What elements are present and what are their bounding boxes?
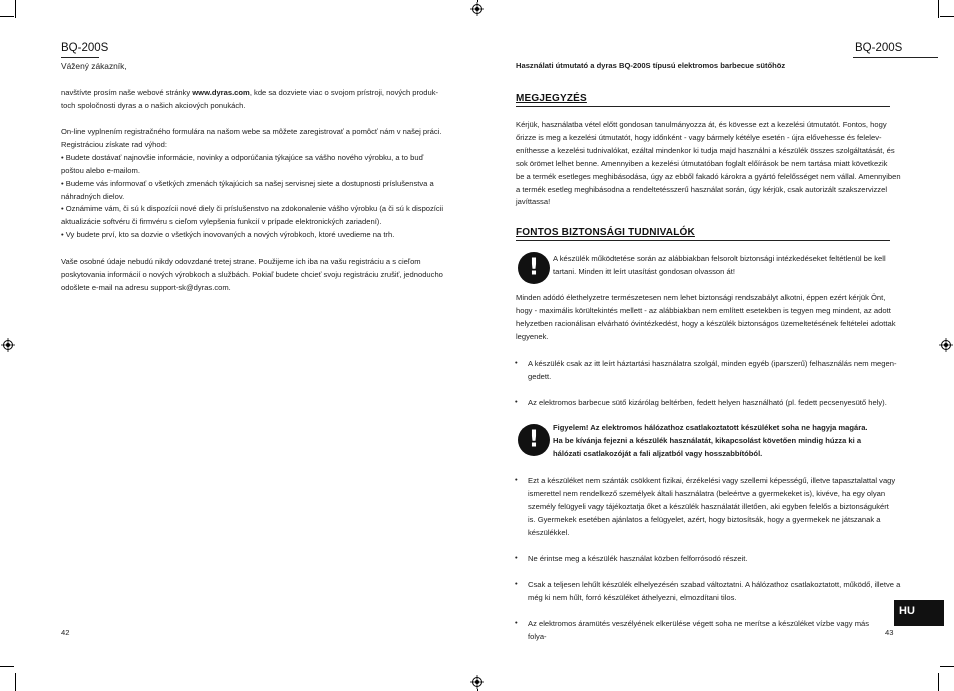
text-line: őrizze is meg a kezelési útmutatót, hogy időnként - vagy bármely kétélye esetén - újra elővehesse és felelev- — [516, 132, 882, 142]
text-line: odošlete e-mail na adresu support-sk@dyras.com. — [61, 282, 231, 292]
manual-title: Használati útmutató a dyras BQ-200S típusú elektromos barbecue sütőhöz — [516, 61, 786, 70]
intro-text: navštívte prosím naše webové stránky — [61, 88, 193, 97]
text-line: Vaše osobné údaje nebudú nikdy odovzdané tretej strane. Použijeme ich iba na vašu registráciu a s cieľom — [61, 257, 421, 266]
bullet-icon: • — [515, 358, 518, 367]
text-line: aktualizácie softvéru či firmvéru s cieľom vylepšenia funkcií v prípade elektronických zariadení). — [61, 217, 382, 227]
text-line: helyzetben racionálisan elvárható óvintézkedést, hogy a készülék biztonságos üzemeltetésének feltételei adottak — [516, 318, 896, 328]
section-rule — [516, 106, 890, 107]
text-line: Az elektromos barbecue sütő kizárólag beltérben, fedett helyen használható (pl. fedett pecsenyesütő hely). — [528, 398, 887, 407]
text-line: tartani. Minden itt leírt utasítást gondosan olvasson át! — [553, 266, 735, 276]
text-line: Ezt a készüléket nem szánták csökkent fizikai, érzékelési vagy szellemi képességű, illetve tapasztalattal vagy — [528, 476, 896, 485]
intro-text-line2: toch spoločnosti dyras a o našich akciových ponukách. — [61, 100, 246, 110]
language-code: HU — [899, 605, 915, 617]
text-line: is. Gyermekek esetében ajánlatos a felügyelet, azért, hogy biztosítsák, hogy a gyermekek ne játszanak a — [528, 514, 881, 524]
privacy-paragraph — [61, 256, 471, 295]
bullet-item — [528, 397, 938, 410]
section-rule — [516, 240, 890, 241]
model-label: BQ-200S — [855, 42, 903, 54]
right-page — [477, 0, 954, 691]
model-label: BQ-200S — [61, 42, 109, 54]
bullet-item — [528, 358, 938, 384]
text-line: személy felügyeli vagy tájékoztatja őket a készülék használatát illetően, aki egyben felelős a biztonságukért — [528, 501, 889, 511]
text-line: ismerettel nem rendelkező személyek általi használatra (beleértve a gyermekeket is), kivéve, ha egy olyan — [528, 488, 886, 498]
text-line: legyenek. — [516, 331, 549, 341]
header-rule — [853, 57, 938, 58]
text-line: hogy - maximális körültekintés mellett - az alábbiakban nem említett esetekben is tegyen meg mindent, az adott — [516, 305, 891, 315]
text-line: hálózati csatlakozóját a fali aljzatból vagy hosszabbítóból. — [553, 448, 763, 458]
text-line: On-line vyplnením registračného formulára na našom webe sa môžete zaregistrovať a pomôcť nám v našej práci. — [61, 127, 442, 136]
text-line: gedett. — [528, 371, 552, 381]
bullet-icon: • — [515, 618, 518, 627]
text-line: javíttassa! — [516, 197, 551, 207]
text-line: náhradných dielov. — [61, 191, 125, 201]
intro-paragraph — [61, 87, 461, 113]
text-line: • Budete dostávať najnovšie informácie, novinky a odporúčania týkajúce sa vášho nového výrobku, a to buď — [61, 152, 424, 162]
text-line: eníthesse a kezelési tudnivalókat, ezáltal mindenkor ki tudja majd használni a készülék összes szolgáltatását, és — [516, 145, 895, 155]
bullet-item — [528, 579, 943, 605]
text-line: Ha be kívánja fejezni a készülék használatát, kikapcsolást követően mindig húzza ki a — [553, 435, 862, 445]
bullet-icon: • — [515, 579, 518, 588]
page-number: 42 — [61, 628, 70, 637]
bullet-icon: • — [515, 553, 518, 562]
page-number: 43 — [885, 628, 894, 637]
header-rule — [61, 57, 99, 58]
text-line: sok örömet lelhet benne. Amennyiben a kezelési útmutatóban foglalt előírások be nem tartása miatt következik — [516, 158, 888, 168]
text-line: készülékkel. — [528, 527, 570, 537]
registration-paragraph — [61, 126, 471, 242]
bullet-icon: • — [515, 475, 518, 484]
text-line: poštou alebo e-mailom. — [61, 165, 140, 175]
text-line: Figyelem! Az elektromos hálózathoz csatlakoztatott készüléket soha ne hagyja magára. — [553, 423, 868, 432]
text-line: Csak a teljesen lehűlt készülék elhelyezésén szabad változtatni. A hálózathoz csatlakoztatott, működő, illetve a — [528, 580, 901, 589]
warning-icon: ! — [518, 252, 550, 284]
section-title-safety: FONTOS BIZTONSÁGI TUDNIVALÓK — [516, 227, 695, 238]
warning-text — [553, 422, 893, 461]
intro-text-cont: , kde sa dozviete viac o svojom prístroji, nových produk- — [249, 88, 439, 97]
text-line: • Oznámime vám, či sú k dispozícii nové diely či príslušenstvo na zdokonalenie vášho výrobku (a či sú k dispozícii — [61, 204, 444, 214]
text-line: A készülék csak az itt leírt háztartási használatra szolgál, minden egyéb (iparszerű) felhasználás nem megen- — [528, 359, 897, 368]
text-line: • Budeme vás informovať o všetkých zmenách týkajúcich sa našej servisnej siete a dostupnosti príslušenstva a — [61, 178, 434, 188]
text-line: Kérjük, használatba vétel előtt gondosan tanulmányozza át, és kövesse ezt a kezelési útmutatót. Fontos, hogy — [516, 120, 887, 129]
bullet-item — [528, 618, 888, 644]
bullet-icon: • — [515, 397, 518, 406]
text-line: a termék esetleg meghibásodna a rendeltetésszerű használat során, úgy kérjük, csak autorizált szakszervizzel — [516, 184, 888, 194]
text-line: A készülék működtetése során az alábbiakban felsorolt biztonsági intézkedéseket feltétlenül be kell — [553, 254, 886, 263]
text-line: Registráciou získate rad výhod: — [61, 139, 167, 149]
warning-text — [553, 253, 893, 279]
warning-icon: ! — [518, 424, 550, 456]
text-line: • Vy budete prví, kto sa dozvie o všetkých inovovaných a nových výrobkoch, ktoré uvedieme na trh. — [61, 230, 395, 240]
language-tab — [894, 600, 944, 626]
note-paragraph — [516, 119, 936, 209]
website-link[interactable]: www.dyras.com — [192, 88, 250, 97]
greeting: Vážený zákazník, — [61, 61, 127, 71]
text-line: Az elektromos áramütés veszélyének elkerülése végett soha ne merítse a készüléket vízbe vagy más folya- — [528, 619, 870, 641]
text-line: Ne érintse meg a készülék használat közben felforrósodó részeit. — [528, 554, 748, 563]
text-line: még ki nem hűlt, forró készüléket áthelyezni, elmozdítani tilos. — [528, 592, 737, 602]
bullet-item — [528, 553, 938, 566]
safety-paragraph — [516, 292, 936, 344]
section-title-megjegyzes: MEGJEGYZÉS — [516, 93, 587, 104]
text-line: be a termék esetleges meghibásodása, úgy az ebből fakadó károkra a gyártó felelősséget nem vállal. Amennyiben — [516, 171, 901, 181]
text-line: poskytovania informácií o nových výrobkoch a službách. Pokiaľ budete chcieť svoju registráciu zrušiť, jednoducho — [61, 269, 443, 279]
bullet-item — [528, 475, 938, 540]
text-line: Minden adódó élethelyzetre természetesen nem lehet biztonsági rendszabályt alkotni, éppen ezért kérjük Önt, — [516, 293, 886, 302]
